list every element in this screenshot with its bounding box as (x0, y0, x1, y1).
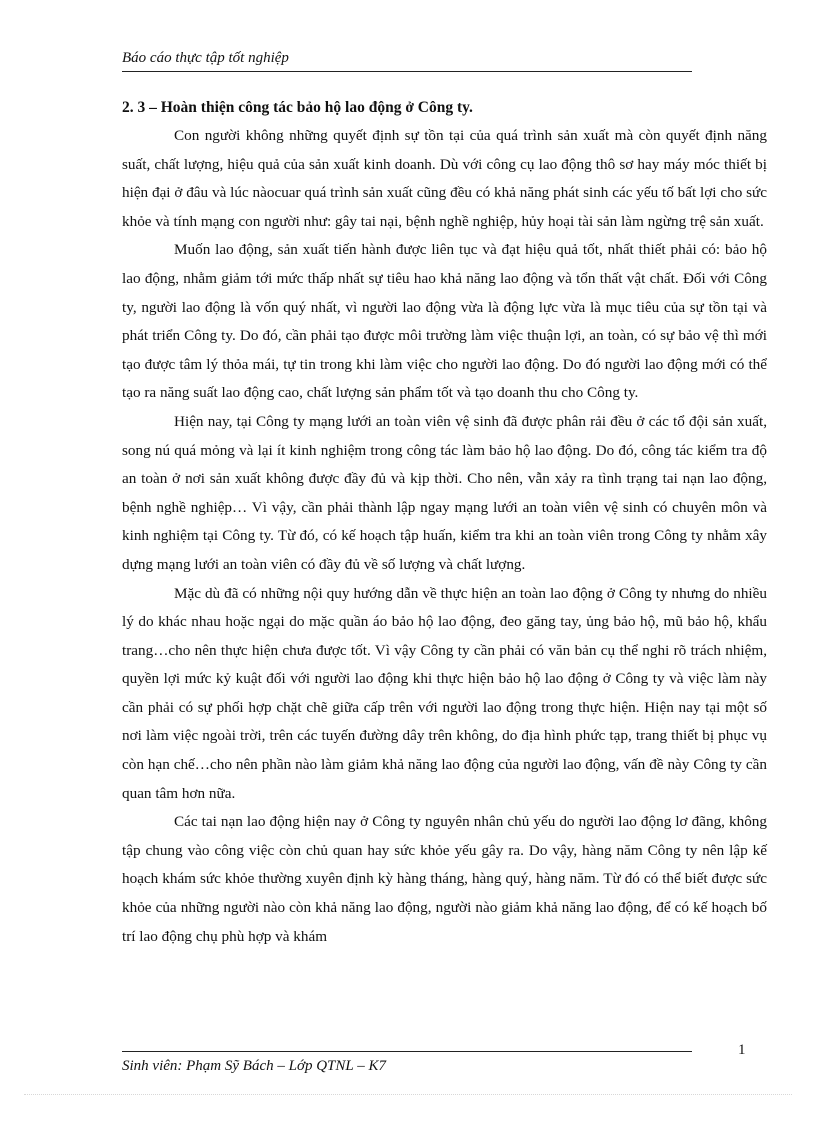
running-footer: Sinh viên: Phạm Sỹ Bách – Lớp QTNL – K7 (122, 1051, 692, 1076)
page-content (122, 94, 767, 951)
paragraph-4: Mặc dù đã có những nội quy hướng dẫn về thực hiện an toàn lao động ở Công ty nhưng do nhiều lý do khác nhau hoặc ngại do mặc quần áo bảo hộ lao động, đeo găng tay, ủng bảo hộ, mũ bảo hộ, khẩu trang…cho nên thực hiện chưa được tốt. Vì vậy Công ty cần phải có văn bản cụ thể nghi rõ trách nhiệm, quyền lợi mức kỷ kuật đối với người lao động khi thực hiện bảo hộ lao động ở Công ty và việc làm này cần phải có sự phối hợp chặt chẽ giữa cấp trên với người lao động trong thực hiện. Hiện nay tại một số nơi làm việc ngoài trời, trên các tuyến đường dây trên không, do địa hình phức tạp, trang thiết bị phục vụ còn hạn chế…cho nên phần nào làm giảm khả năng lao động của người lao động, vấn đề này Công ty cần quan tâm hơn nữa. (122, 584, 767, 802)
paragraph-2: Muốn lao động, sản xuất tiến hành được liên tục và đạt hiệu quả tốt, nhất thiết phải có: bảo hộ lao động, nhằm giảm tới mức thấp nhất sự tiêu hao khả năng lao động và tổn thất vật chất. Đối với Công ty, người lao động là vốn quý nhất, vì người lao động vừa là động lực vừa là mục tiêu của sự tồn tại và phát triển Công ty. Do đó, cần phải tạo được môi trường làm việc thuận lợi, an toàn, có sự bảo vệ thì mới tạo được tâm lý thỏa mái, tự tin trong khi làm việc cho người lao động. Do đó người lao động mới có thể tạo ra năng suất lao động cao, chất lượng sản phẩm tốt và tạo doanh thu cho Công ty. (122, 241, 767, 402)
paragraph-1: Con người không những quyết định sự tồn tại của quá trình sản xuất mà còn quyết định năng suất, chất lượng, hiệu quả của sản xuất kinh doanh. Dù với công cụ lao động thô sơ hay máy móc thiết bị hiện đại ở đâu và lúc nàocuar quá trình sản xuất cũng đều có khả năng phát sinh các yếu tố bất lợi cho sức khỏe và tính mạng con người như: gây tai nại, bệnh nghề nghiệp, hủy hoại tài sản làm ngừng trệ sản xuất. (122, 127, 767, 230)
running-header: Báo cáo thực tập tốt nghiệp (122, 48, 692, 72)
paragraph-3: Hiện nay, tại Công ty mạng lưới an toàn viên vệ sinh đã được phân rải đều ở các tổ đội sản xuất, song nú quá mỏng và lại ít kinh nghiệm trong công tác làm bảo hộ lao động. Do đó, công tác kiểm tra độ an toàn ở nơi sản xuất không được đầy đủ và kịp thời. Cho nên, vẫn xảy ra tình trạng tai nạn lao động, bệnh nghề nghiệp… Vì vậy, cần phải thành lập ngay mạng lưới an toàn viên vệ sinh có chuyên môn và kinh nghiệm tại Công ty. Từ đó, có kế hoạch tập huấn, kiểm tra khi an toàn viên trong Công ty nhằm xây dựng mạng lưới an toàn viên có đầy đủ về số lượng và chất lượng. (122, 412, 767, 573)
paragraph-5: Các tai nạn lao động hiện nay ở Công ty nguyên nhân chủ yếu do người lao động lơ đãng, không tập chung vào công việc còn chủ quan hay sức khỏe yếu gây ra. Do vậy, hàng năm Công ty nên lập kế hoạch khám sức khỏe thường xuyên định kỳ hàng tháng, hàng quý, hàng năm. Từ đó có thể biết được sức khỏe của những người nào còn khả năng lao động, người nào giảm khả năng lao động, để có kế hoạch bố trí lao động chụ phù hợp và khám (122, 813, 767, 945)
page-bottom-divider (24, 1094, 792, 1095)
section-title: 2. 3 – Hoàn thiện công tác bảo hộ lao động ở Công ty. (122, 99, 473, 116)
page-number: 1 (738, 1042, 746, 1058)
